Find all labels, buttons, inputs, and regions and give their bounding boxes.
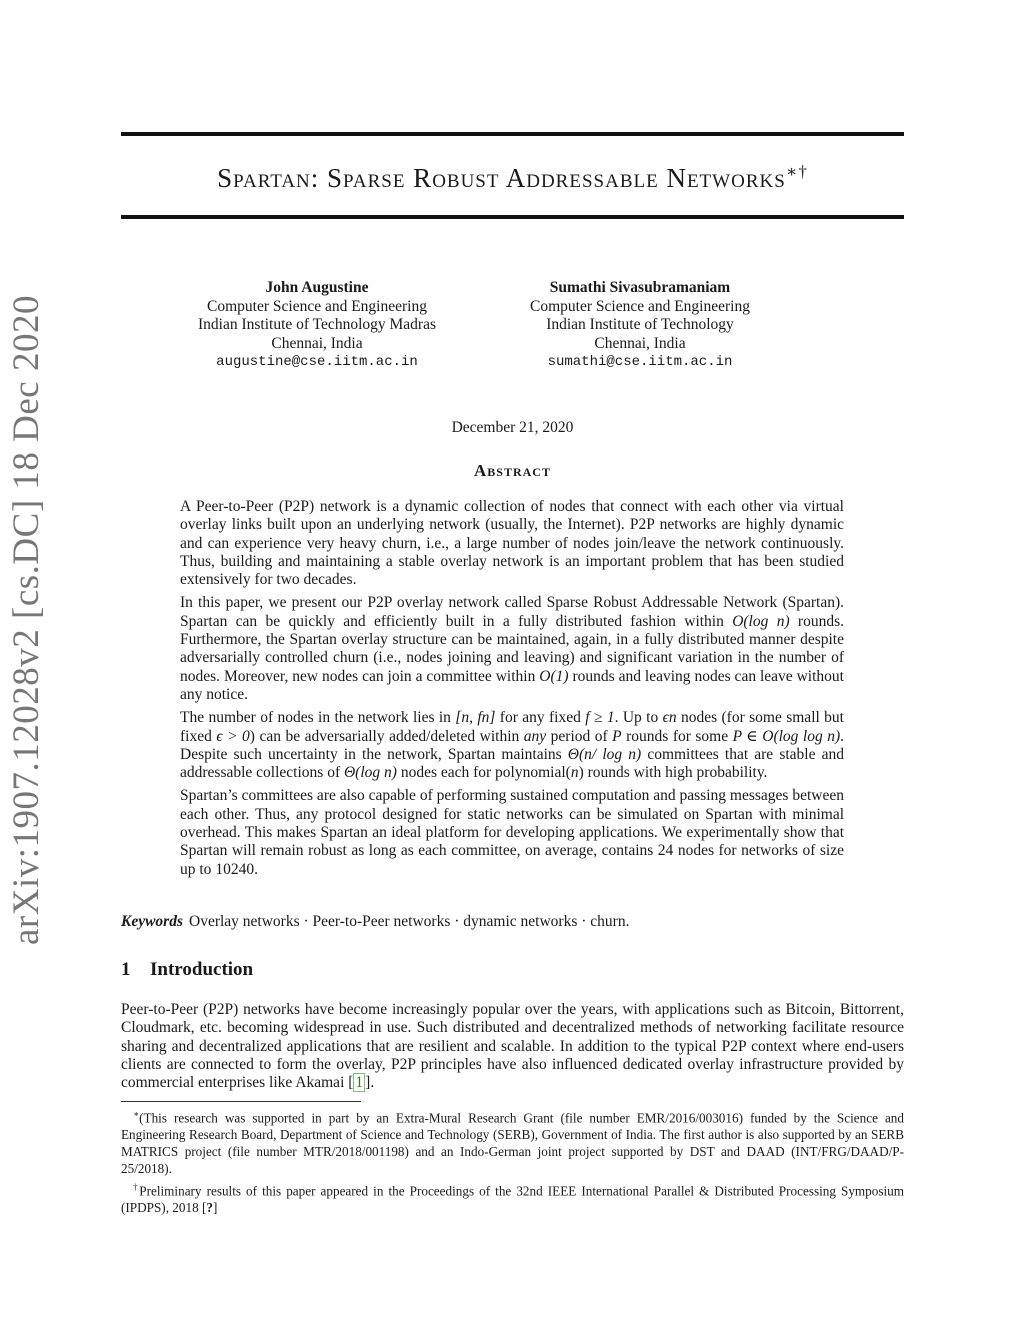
author-email[interactable]: sumathi@cse.iitm.ac.in	[547, 354, 733, 370]
footnote-text: (This research was supported in part by an Extra-Mural Research Grant (file number EMR/2016/003016) funded by the Science and Engineering Research Board, Department of Science and Technology (SERB), Government of India. The first author is also supported by an SERB MATRICS project (file number MTR/2018/001198) and an Indo-German joint project supported by DST and DAAD (INT/FRG/DAAD/P-25/2018).	[121, 1110, 904, 1176]
citation-link[interactable]: 1	[355, 1074, 364, 1092]
text-run: In this paper, we present our P2P overlay network called Sparse Robust Addressable Network (Spartan). Spartan can be quickly and efficiently built in a fully distributed fashion within	[180, 594, 844, 630]
math-inline: 10240	[215, 860, 255, 878]
text-run: ) rounds with high probability.	[578, 764, 768, 782]
math-inline: n	[570, 764, 579, 782]
text-run: Spartan’s committees are also capable of performing sustained computation and passing messages between each other. Thus, any protocol designed for static networks can be simulated on Spartan with minimal overhead. This makes Spartan an ideal platform for developing applications. We experimentally show that Spartan will remain robust as long as each committee, on average, contains 24 nodes for networks of size up to	[180, 787, 844, 878]
emphasis-text: any	[523, 727, 547, 745]
keywords-label: Keywords	[121, 913, 183, 930]
text-run: committees that are stable and addressable collections of	[180, 745, 844, 782]
text-run: for any fixed	[495, 709, 586, 727]
author-name: John Augustine	[265, 279, 369, 296]
math-inline: O(1)	[539, 667, 569, 685]
author-block-2	[475, 279, 805, 372]
text-run: . Despite such uncertainty in the network, Spartan maintains	[180, 727, 844, 763]
title-top-rule	[121, 132, 904, 136]
keywords-text: Overlay networks · Peer-to-Peer networks · dynamic networks · churn.	[189, 913, 630, 930]
math-inline: f ≥ 1	[585, 709, 615, 727]
author-institution: Indian Institute of Technology	[546, 316, 734, 333]
paper-title	[121, 162, 904, 194]
math-inline: Θ(n/ log n)	[567, 745, 642, 763]
author-name: Sumathi Sivasubramaniam	[549, 279, 731, 296]
footnotes	[121, 1106, 904, 1218]
section-heading	[121, 959, 904, 981]
abstract-body	[180, 498, 844, 884]
text-run: ].	[365, 1074, 375, 1092]
author-block-1	[152, 279, 482, 372]
abstract-paragraph-4	[180, 787, 844, 878]
publication-date: December 21, 2020	[451, 419, 574, 436]
section-number: 1	[121, 959, 131, 980]
text-run: rounds and leaving nodes can leave without any notice.	[180, 667, 844, 703]
footnote-2	[121, 1179, 904, 1217]
paper-title-text: Spartan: Sparse Robust Addressable Networks	[217, 163, 786, 193]
text-run: . Up to	[614, 709, 663, 727]
math-inline: [n, fn]	[455, 709, 496, 727]
text-run: The number of nodes in the network lies in	[180, 709, 456, 727]
author-email[interactable]: augustine@cse.iitm.ac.in	[216, 354, 418, 370]
author-institution: Indian Institute of Technology Madras	[198, 316, 436, 333]
abstract-paragraph-2	[180, 594, 844, 704]
arxiv-sidecar-stamp: arXiv:1907.12028v2 [cs.DC] 18 Dec 2020	[6, 295, 47, 945]
footnote-mark: ∗	[133, 1109, 140, 1119]
footnote-1	[121, 1106, 904, 1178]
title-bottom-rule	[121, 215, 904, 219]
text-run: period of	[546, 727, 613, 745]
title-footnote-marks[interactable]: ∗†	[785, 162, 808, 181]
keywords-line	[121, 913, 904, 931]
text-run: Peer-to-Peer (P2P) networks have become increasingly popular over the years, with applications such as Bitcoin, Bittorrent, Cloudmark, etc. becoming widespread in use. Such distributed and decentralized methods of networking facilitate resource sharing and decentralized applications that are resilient and scalable. In addition to the typical P2P context where end-users clients are connected to form the overlay, P2P principles have also influenced dedicated overlay infrastructure provided by commercial enterprises like Akamai [	[121, 1001, 904, 1092]
section-title: Introduction	[150, 959, 254, 980]
abstract-paragraph-1: A Peer-to-Peer (P2P) network is a dynamic collection of nodes that connect with each other via virtual overlay links built upon an underlying network (usually, the Internet). P2P networks are highly dynamic and can experience very heavy churn, i.e., a large number of nodes join/leave the network continuously. Thus, building and maintaining a stable overlay network is an important problem that has been studied extensively for two decades.	[180, 498, 844, 589]
text-run: .	[254, 860, 258, 878]
author-department: Computer Science and Engineering	[530, 297, 750, 315]
text-run: ) can be adversarially added/deleted within	[249, 727, 524, 745]
footnote-mark: †	[133, 1181, 140, 1192]
text-run: nodes each for polynomial(	[396, 764, 571, 782]
footnote-end: ]	[212, 1199, 218, 1215]
footnote-separator	[121, 1101, 361, 1102]
abstract-heading: Abstract	[474, 461, 551, 480]
author-department: Computer Science and Engineering	[207, 297, 427, 315]
citation-link[interactable]: ?	[206, 1199, 213, 1215]
math-inline: ϵ > 0	[216, 727, 250, 745]
introduction-paragraph	[121, 1001, 904, 1092]
footnote-text: Preliminary results of this paper appeared in the Proceedings of the 32nd IEEE International Parallel & Distributed Processing Symposium (IPDPS), 2018 [	[121, 1182, 905, 1215]
author-city: Chennai, India	[594, 334, 686, 352]
math-inline: P ∈ O(log log n)	[732, 727, 841, 745]
math-inline: O(log n)	[732, 612, 790, 630]
abstract-paragraph-3	[180, 709, 844, 782]
text-run: rounds. Furthermore, the Spartan overlay structure can be maintained, again, in a fully distributed manner despite adversarially controlled churn (i.e., nodes joining and leaving) and significant variation in the number of nodes. Moreover, new nodes can join a committee within	[180, 612, 845, 685]
math-inline: P	[612, 727, 622, 745]
author-city: Chennai, India	[271, 334, 363, 352]
math-inline: Θ(log n)	[343, 764, 397, 782]
text-run: nodes (for some small but fixed	[180, 709, 844, 745]
math-inline: ϵn	[662, 709, 677, 727]
text-run: rounds for some	[621, 727, 733, 745]
